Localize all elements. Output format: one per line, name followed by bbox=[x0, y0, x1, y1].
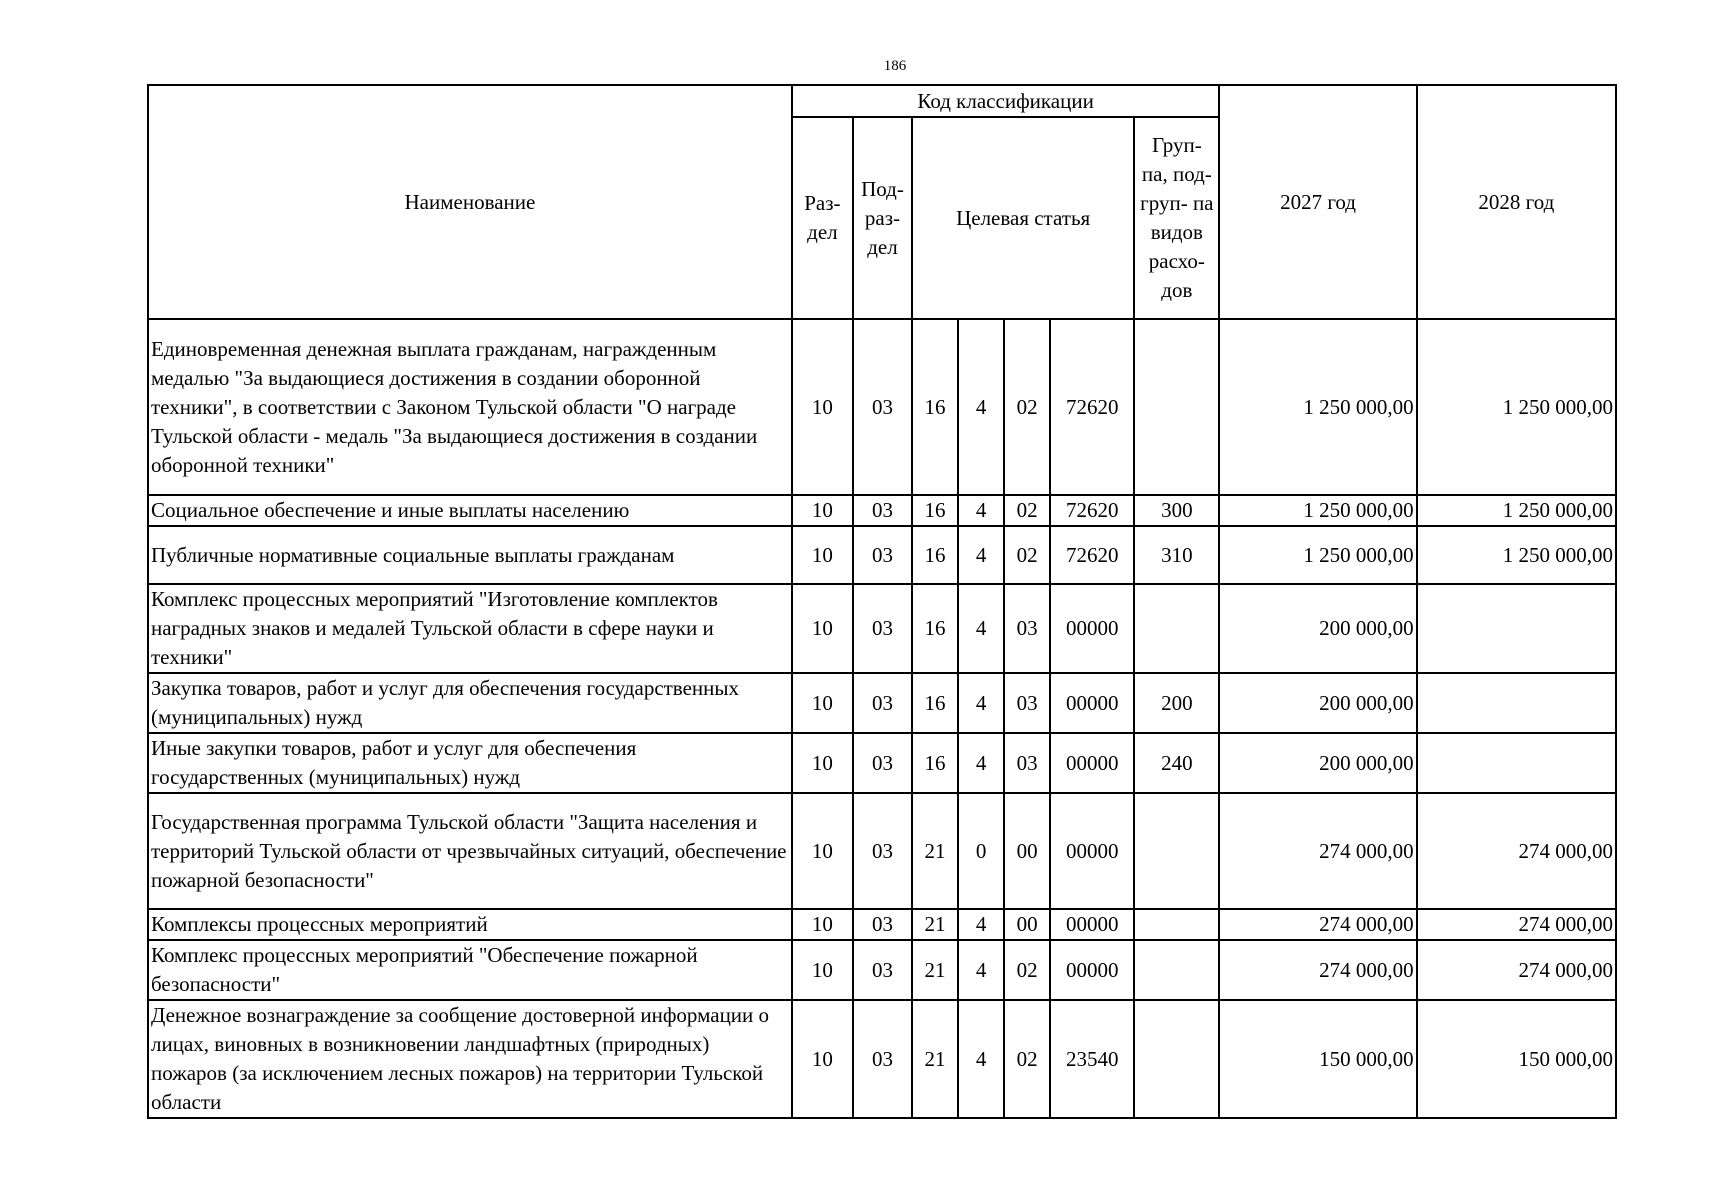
row-target-type: 4 bbox=[958, 909, 1004, 940]
row-razdel: 10 bbox=[792, 673, 853, 733]
budget-table bbox=[147, 84, 1617, 1119]
row-target-direction: 72620 bbox=[1050, 495, 1134, 526]
row-podrazdel: 03 bbox=[853, 909, 912, 940]
header-target-article: Целевая статья bbox=[912, 117, 1134, 319]
row-name: Государственная программа Тульской области "Защита населения и территорий Тульской области от чрезвычайных ситуаций, обеспечение пожарной безопасности" bbox=[148, 793, 792, 909]
row-expense-group: 310 bbox=[1134, 526, 1219, 584]
row-target-direction: 72620 bbox=[1050, 319, 1134, 495]
row-target-type: 4 bbox=[958, 1000, 1004, 1118]
row-expense-group bbox=[1134, 1000, 1219, 1118]
table-row bbox=[148, 909, 1616, 940]
row-target-direction: 00000 bbox=[1050, 940, 1134, 1000]
row-expense-group bbox=[1134, 940, 1219, 1000]
row-podrazdel: 03 bbox=[853, 319, 912, 495]
row-target-element: 03 bbox=[1004, 673, 1050, 733]
row-name: Закупка товаров, работ и услуг для обеспечения государственных (муниципальных) нужд bbox=[148, 673, 792, 733]
row-podrazdel: 03 bbox=[853, 793, 912, 909]
row-target-direction: 00000 bbox=[1050, 733, 1134, 793]
row-expense-group: 300 bbox=[1134, 495, 1219, 526]
header-razdel: Раз- дел bbox=[792, 117, 853, 319]
row-podrazdel: 03 bbox=[853, 733, 912, 793]
row-target-element: 00 bbox=[1004, 793, 1050, 909]
row-target-element: 02 bbox=[1004, 526, 1050, 584]
row-expense-group: 200 bbox=[1134, 673, 1219, 733]
row-razdel: 10 bbox=[792, 733, 853, 793]
row-target-element: 00 bbox=[1004, 909, 1050, 940]
row-target-direction: 00000 bbox=[1050, 673, 1134, 733]
row-name: Социальное обеспечение и иные выплаты населению bbox=[148, 495, 792, 526]
row-target-program: 16 bbox=[912, 673, 958, 733]
row-target-element: 02 bbox=[1004, 319, 1050, 495]
row-podrazdel: 03 bbox=[853, 526, 912, 584]
row-target-direction: 00000 bbox=[1050, 584, 1134, 673]
row-amount-2027: 274 000,00 bbox=[1219, 793, 1416, 909]
row-amount-2027: 200 000,00 bbox=[1219, 673, 1416, 733]
row-amount-2027: 1 250 000,00 bbox=[1219, 495, 1416, 526]
header-name: Наименование bbox=[148, 85, 792, 319]
row-target-program: 21 bbox=[912, 1000, 958, 1118]
row-name: Комплекс процессных мероприятий "Обеспечение пожарной безопасности" bbox=[148, 940, 792, 1000]
row-name: Иные закупки товаров, работ и услуг для обеспечения государственных (муниципальных) нужд bbox=[148, 733, 792, 793]
table-row bbox=[148, 793, 1616, 909]
row-name: Комплексы процессных мероприятий bbox=[148, 909, 792, 940]
table-row bbox=[148, 940, 1616, 1000]
row-target-element: 02 bbox=[1004, 1000, 1050, 1118]
row-podrazdel: 03 bbox=[853, 1000, 912, 1118]
row-razdel: 10 bbox=[792, 319, 853, 495]
row-target-type: 4 bbox=[958, 526, 1004, 584]
header-classification-code: Код классификации bbox=[792, 85, 1220, 117]
row-amount-2027: 150 000,00 bbox=[1219, 1000, 1416, 1118]
table-row bbox=[148, 733, 1616, 793]
row-target-direction: 72620 bbox=[1050, 526, 1134, 584]
table-row bbox=[148, 673, 1616, 733]
table-row bbox=[148, 1000, 1616, 1118]
row-expense-group bbox=[1134, 584, 1219, 673]
page-number: 186 bbox=[883, 58, 907, 74]
row-target-type: 4 bbox=[958, 733, 1004, 793]
row-name: Денежное вознаграждение за сообщение достоверной информации о лицах, виновных в возникновении ландшафтных (природных) пожаров (за исключением лесных пожаров) на территории Тульской области bbox=[148, 1000, 792, 1118]
row-amount-2028 bbox=[1417, 733, 1616, 793]
row-target-program: 21 bbox=[912, 793, 958, 909]
row-razdel: 10 bbox=[792, 495, 853, 526]
row-razdel: 10 bbox=[792, 793, 853, 909]
table-row bbox=[148, 526, 1616, 584]
row-amount-2028: 1 250 000,00 bbox=[1417, 495, 1616, 526]
row-amount-2028: 1 250 000,00 bbox=[1417, 319, 1616, 495]
header-expense-group: Груп- па, под- груп- па видов расхо- дов bbox=[1134, 117, 1219, 319]
row-target-direction: 00000 bbox=[1050, 909, 1134, 940]
row-amount-2028 bbox=[1417, 673, 1616, 733]
row-target-program: 16 bbox=[912, 526, 958, 584]
row-amount-2028: 150 000,00 bbox=[1417, 1000, 1616, 1118]
row-amount-2027: 200 000,00 bbox=[1219, 584, 1416, 673]
row-podrazdel: 03 bbox=[853, 495, 912, 526]
table-row bbox=[148, 584, 1616, 673]
row-expense-group bbox=[1134, 909, 1219, 940]
row-amount-2027: 1 250 000,00 bbox=[1219, 526, 1416, 584]
row-target-direction: 23540 bbox=[1050, 1000, 1134, 1118]
row-expense-group: 240 bbox=[1134, 733, 1219, 793]
row-razdel: 10 bbox=[792, 909, 853, 940]
row-target-program: 16 bbox=[912, 319, 958, 495]
row-amount-2027: 274 000,00 bbox=[1219, 940, 1416, 1000]
row-name: Публичные нормативные социальные выплаты гражданам bbox=[148, 526, 792, 584]
row-amount-2027: 200 000,00 bbox=[1219, 733, 1416, 793]
row-amount-2028: 274 000,00 bbox=[1417, 793, 1616, 909]
row-amount-2027: 1 250 000,00 bbox=[1219, 319, 1416, 495]
row-target-type: 4 bbox=[958, 940, 1004, 1000]
row-razdel: 10 bbox=[792, 584, 853, 673]
row-expense-group bbox=[1134, 319, 1219, 495]
row-target-direction: 00000 bbox=[1050, 793, 1134, 909]
row-target-element: 03 bbox=[1004, 733, 1050, 793]
row-target-type: 0 bbox=[958, 793, 1004, 909]
row-target-program: 16 bbox=[912, 495, 958, 526]
row-target-program: 21 bbox=[912, 909, 958, 940]
row-amount-2028 bbox=[1417, 584, 1616, 673]
row-razdel: 10 bbox=[792, 526, 853, 584]
header-podrazdel: Под- раз- дел bbox=[853, 117, 912, 319]
row-amount-2028: 1 250 000,00 bbox=[1417, 526, 1616, 584]
row-expense-group bbox=[1134, 793, 1219, 909]
row-podrazdel: 03 bbox=[853, 673, 912, 733]
row-amount-2028: 274 000,00 bbox=[1417, 940, 1616, 1000]
row-target-element: 02 bbox=[1004, 495, 1050, 526]
header-year-2027: 2027 год bbox=[1219, 85, 1416, 319]
header-year-2028: 2028 год bbox=[1417, 85, 1616, 319]
row-razdel: 10 bbox=[792, 940, 853, 1000]
row-podrazdel: 03 bbox=[853, 584, 912, 673]
row-target-program: 16 bbox=[912, 733, 958, 793]
row-razdel: 10 bbox=[792, 1000, 853, 1118]
row-name: Комплекс процессных мероприятий "Изготовление комплектов наградных знаков и медалей Тульской области в сфере науки и техники" bbox=[148, 584, 792, 673]
table-row bbox=[148, 319, 1616, 495]
row-amount-2027: 274 000,00 bbox=[1219, 909, 1416, 940]
row-podrazdel: 03 bbox=[853, 940, 912, 1000]
row-name: Единовременная денежная выплата гражданам, награжденным медалью "За выдающиеся достижения в создании оборонной техники", в соответствии с Законом Тульской области "О награде Тульской области - медаль "За выдающиеся достижения в создании оборонной техники" bbox=[148, 319, 792, 495]
table-row bbox=[148, 495, 1616, 526]
row-target-type: 4 bbox=[958, 584, 1004, 673]
row-target-program: 16 bbox=[912, 584, 958, 673]
row-target-element: 02 bbox=[1004, 940, 1050, 1000]
row-amount-2028: 274 000,00 bbox=[1417, 909, 1616, 940]
row-target-type: 4 bbox=[958, 673, 1004, 733]
row-target-type: 4 bbox=[958, 319, 1004, 495]
row-target-type: 4 bbox=[958, 495, 1004, 526]
row-target-program: 21 bbox=[912, 940, 958, 1000]
row-target-element: 03 bbox=[1004, 584, 1050, 673]
